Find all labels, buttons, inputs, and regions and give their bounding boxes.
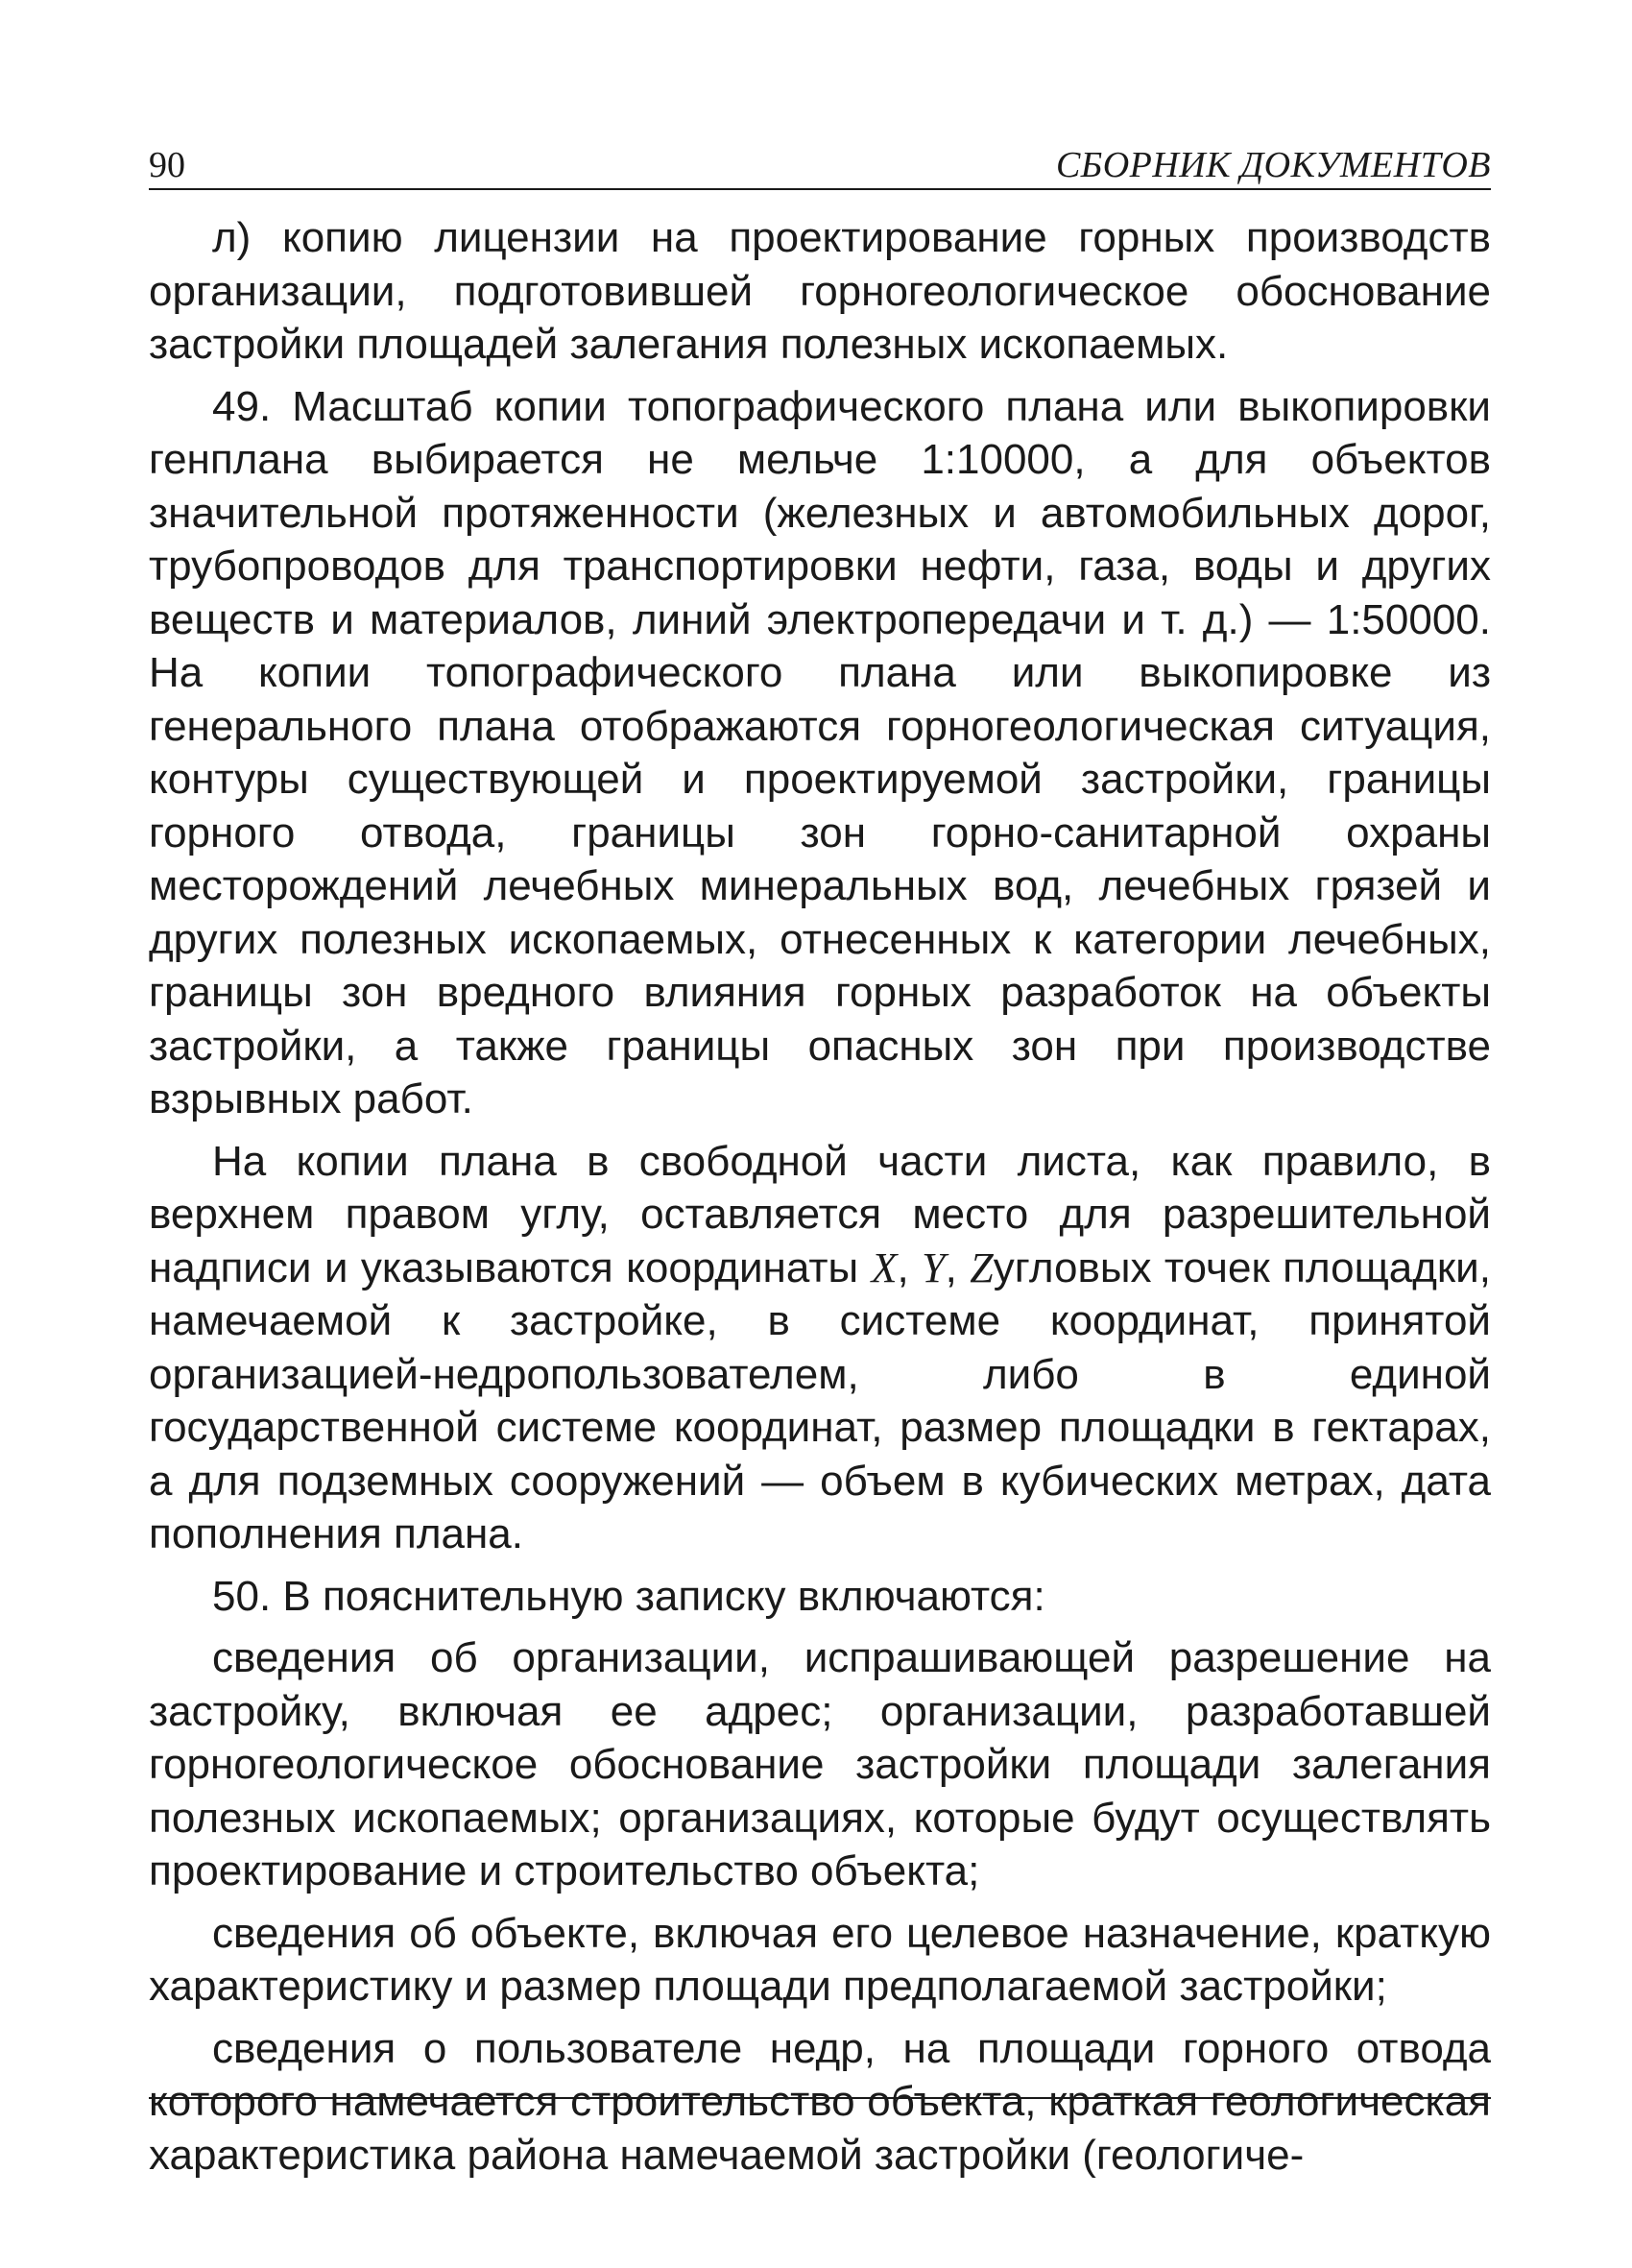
paragraph-49: 49. Масштаб копии топографического плана или выкопировки генплана выбирается не мельче 1:10000, а для объектов значительной протяженности (железных и автомобильных дорог, трубопроводов для транспортировки нефти, газа, воды и других веществ и материалов, линий электропередачи и т. д.) — 1:50000. На копии топографического плана или выкопировке из генерального плана отображаются горногеологическая ситуация, контуры существующей и проектируемой застройки, границы горного отвода, границы зон горно-санитарной охраны месторождений лечебных минеральных вод, лечебных грязей и других полезных ископаемых, отнесенных к категории лечебных, границы зон вредного влияния горных разработок на объекты застройки, а также границы опасных зон при производстве взрывных работ. (149, 382, 1491, 1122)
document-page (149, 134, 1491, 2190)
paragraph-object-info: сведения об объекте, включая его целевое назначение, краткую характеристику и размер площади предполагаемой застройки; (149, 1909, 1491, 2010)
paragraph-subsoil-user-info: сведения о пользователе недр, на площади горного отвода которого намечается строительство объекта, краткая геологическая характеристика района намечаемой застройки (геологиче- (149, 2024, 1491, 2179)
body-text (149, 211, 1491, 2182)
paragraph-plan-copy-before: На копии плана в свободной части листа, как правило, в верхнем правом углу, оставляется место для разрешительной надписи и указываются координаты (149, 1137, 1491, 1291)
coordinate-y: Y (922, 1243, 946, 1291)
paragraph-50: 50. В пояснительную записку включаются: (212, 1572, 1045, 1620)
running-title: СБОРНИК ДОКУМЕНТОВ (1055, 145, 1491, 185)
paragraph-plan-copy-after: угловых точек площадки, намечаемой к застройке, в системе координат, принятой организацией-недропользователем, либо в единой государственной системе координат, размер площадки в гектарах, а для подземных сооружений — объем в кубических метрах, дата пополнения плана. (149, 1243, 1491, 1557)
coordinate-z: Z (970, 1243, 994, 1291)
page-header (149, 134, 1491, 190)
paragraph-organization-info: сведения об организации, испрашивающей разрешение на застройку, включая ее адрес; организации, разработавшей горногеологическое обоснование застройки площади залегания полезных ископаемых; организациях, которые будут осуществлять проектирование и строительство объекта; (149, 1634, 1491, 1894)
coordinate-separator: , (945, 1243, 971, 1291)
paragraph-plan-copy (149, 1135, 1491, 1561)
footer-rule (149, 2097, 1491, 2099)
coordinate-x: X (871, 1243, 898, 1291)
coordinate-separator: , (897, 1243, 923, 1291)
page-number: 90 (149, 145, 185, 185)
paragraph-item-l: л) копию лицензии на проектирование горных производств организации, подготовившей горногеологическое обоснование застройки площадей залегания полезных ископаемых. (149, 214, 1491, 368)
